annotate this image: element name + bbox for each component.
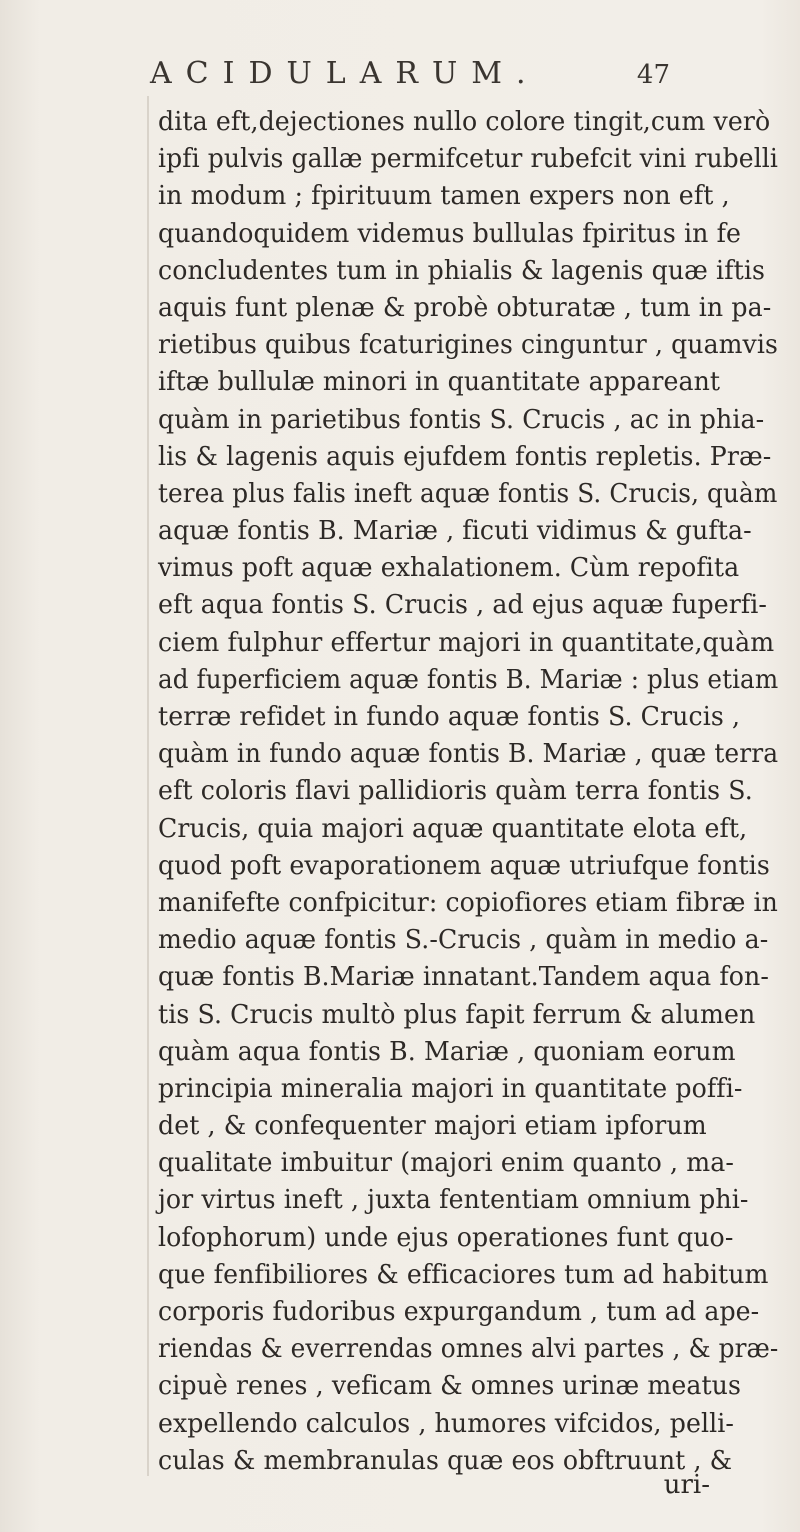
text-line: cipuè renes , veficam & omnes urinæ meatus xyxy=(158,1371,742,1402)
text-line: quàm in parietibus fontis S. Crucis , ac in phia- xyxy=(158,404,765,435)
text-line: eft aqua fontis S. Crucis , ad ejus aquæ fuperfi- xyxy=(158,590,768,621)
text-line: terræ refidet in fundo aquæ fontis S. Crucis , xyxy=(158,702,741,732)
text-line: culas & membranulas quæ eos obftruunt , & xyxy=(158,1445,733,1476)
text-line: quàm in fundo aquæ fontis B. Mariæ , quæ terra xyxy=(158,739,779,770)
running-head xyxy=(150,56,670,100)
text-line: quandoquidem videmus bullulas fpiritus in fe xyxy=(158,218,742,249)
body-text xyxy=(158,104,798,1480)
text-line: expellendo calculos , humores vifcidos, pelli- xyxy=(158,1408,735,1439)
text-line: quàm aqua fontis B. Mariæ , quoniam eorum xyxy=(158,1036,736,1067)
page-number: 47 xyxy=(636,60,670,90)
text-line: lofophorum) unde ejus operationes funt quo- xyxy=(158,1222,734,1253)
text-line: eft coloris flavi pallidioris quàm terra fontis S. xyxy=(158,776,753,807)
text-line: rietibus quibus fcaturigines cinguntur , quamvis xyxy=(158,330,778,361)
text-line: ipfi pulvis gallæ permifcetur rubefcit vini rubelli xyxy=(158,144,779,175)
running-head-title: ACIDULARUM. xyxy=(150,56,540,91)
text-line: ciem fulphur effertur majori in quantitate,quàm xyxy=(158,627,775,658)
text-line: dita eft,dejectiones nullo colore tingit,cum verò xyxy=(158,107,771,137)
text-line: medio aquæ fontis S.-Crucis , quàm in medio a- xyxy=(158,925,769,956)
text-line: quæ fontis B.Mariæ innatant.Tandem aqua fon- xyxy=(158,962,769,993)
text-line: manifefte confpicitur: copiofiores etiam fibræ in xyxy=(158,887,778,918)
text-line: vimus poft aquæ exhalationem. Cùm repofita xyxy=(158,553,740,584)
text-line: principia mineralia majori in quantitate poffi- xyxy=(158,1073,743,1104)
text-line: lis & lagenis aquis ejufdem fontis repletis. Præ- xyxy=(158,441,772,472)
text-line: qualitate imbuitur (majori enim quanto , ma- xyxy=(158,1148,734,1179)
inner-margin-shadow xyxy=(147,96,149,1476)
catchword: uri- xyxy=(663,1470,710,1500)
text-line: aquis funt plenæ & probè obturatæ , tum in pa- xyxy=(158,292,772,323)
text-line: corporis fudoribus expurgandum , tum ad ape- xyxy=(158,1297,760,1327)
text-line: quod poft evaporationem aquæ utriufque fontis xyxy=(158,850,770,881)
text-line: que fenfibiliores & efficaciores tum ad habitum xyxy=(158,1259,769,1290)
text-line: jor virtus ineft , juxta fententiam omnium phi- xyxy=(158,1185,749,1216)
text-line: riendas & everrendas omnes alvi partes , & præ- xyxy=(158,1334,779,1365)
text-line: iftæ bullulæ minori in quantitate appareant xyxy=(158,367,721,398)
text-line: in modum ; fpirituum tamen expers non eft , xyxy=(158,181,730,212)
text-line: Crucis, quia majori aquæ quantitate elota eft, xyxy=(158,813,748,844)
text-line: tis S. Crucis multò plus fapit ferrum & alumen xyxy=(158,999,756,1030)
text-line: aquæ fontis B. Mariæ , ficuti vidimus & gufta- xyxy=(158,516,752,547)
text-line: terea plus falis ineft aquæ fontis S. Crucis, quàm xyxy=(158,478,778,509)
text-line: det , & confequenter majori etiam ipforum xyxy=(158,1111,707,1142)
text-line: concludentes tum in phialis & lagenis quæ iftis xyxy=(158,255,766,286)
text-line: ad fuperficiem aquæ fontis B. Mariæ : plus etiam xyxy=(158,664,779,695)
